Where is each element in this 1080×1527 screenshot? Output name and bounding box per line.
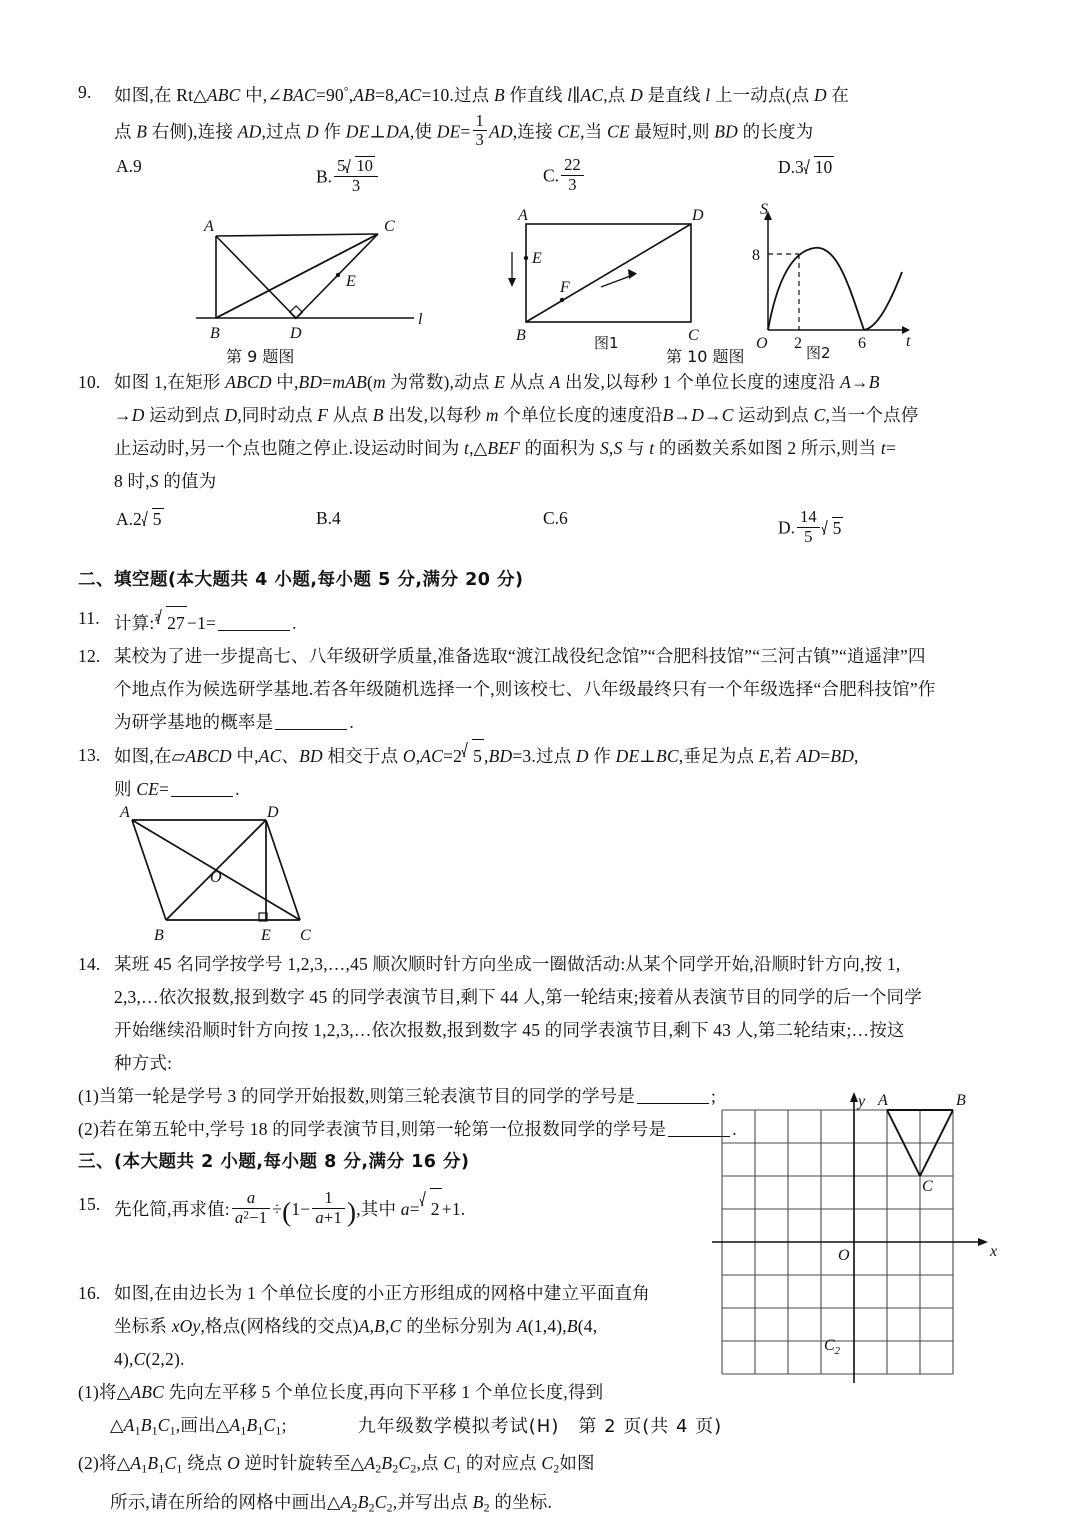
question-15-text: 先化简,再求值: $\frac{a}{a^2-1}$ ÷(1− $\frac{1}{a+1}$ ),其中 a= 2 +1. [114, 1188, 754, 1229]
question-12-text-2: 个地点作为候选研学基地.若各年级随机选择一个,则该校七、八年级最终只有一个年级选择“合肥科技馆”作 [114, 679, 936, 700]
question-14-sub-2-text: (2)若在第五轮中,学号 18 的同学表演节目,则第一轮第一位报数同学的学号是 . [78, 1119, 737, 1140]
question-16-sub-1-line-1: (1)将△ABC 先向左平移 5 个单位长度,再向下平移 1 个单位长度,得到 [78, 1382, 604, 1403]
figure-13-label-E: E [261, 927, 271, 945]
question-16-number: 16. [78, 1283, 101, 1304]
question-15-number: 15. [78, 1194, 101, 1215]
question-14 [78, 948, 1006, 1080]
question-10-text-1: 如图 1,在矩形 ABCD 中,BD=mAB(m 为常数),动点 E 从点 A 出发,以每秒 1 个单位长度的速度沿 A→B [114, 371, 880, 392]
figure-10-caption: 第 10 题图 [666, 346, 745, 366]
fig1-label-C: C [688, 326, 699, 344]
figure-13-label-D: D [267, 804, 279, 822]
figure-9-label-l: l [418, 310, 423, 328]
question-13 [78, 739, 1006, 806]
question-14-sub-1-text: (1)当第一轮是学号 3 的同学开始报数,则第三轮表演节目的同学的学号是 ; [78, 1086, 717, 1107]
question-10-text-4: 8 时,S 的值为 [114, 470, 217, 491]
figure-13-label-C: C [300, 927, 311, 945]
fig2-tick-8: 8 [752, 246, 760, 264]
grid-label-C: C [922, 1178, 933, 1195]
paren-open: ( [282, 1197, 292, 1228]
grid-label-A: A [878, 1092, 888, 1109]
figure-13-label-A: A [120, 804, 130, 822]
fig2-label-O: O [756, 334, 768, 352]
question-16-sub-1-line-2: $\triangle A_1B_1C_1$,画出$\triangle A_1B_1C_1$; [110, 1415, 287, 1438]
grid-label-y: y [858, 1093, 866, 1110]
fig1-label-F: F [560, 278, 570, 296]
question-14-text-3: 开始继续沿顺时针方向按 1,2,3,…依次报数,报到数字 45 的同学表演节目,剩下 43 人,第二轮结束;…按这 [114, 1020, 905, 1041]
figure-9-label-E: E [346, 272, 356, 290]
question-10-number: 10. [78, 371, 101, 392]
fig1-label-B: B [516, 326, 526, 344]
question-16-text-2: 坐标系 xOy,格点(网格线的交点)A,B,C 的坐标分别为 A(1,4),B(4, [114, 1316, 598, 1337]
question-12-text-1: 某校为了进一步提高七、八年级研学质量,准备选取“渡江战役纪念馆”“合肥科技馆”“三河古镇”“逍遥津”四 [114, 646, 926, 667]
fraction-a-over-a2-minus-1: $\frac{a}{a^2-1}$ [232, 1189, 270, 1227]
answer-blank-13[interactable] [171, 780, 233, 797]
question-9-number: 9. [78, 82, 92, 102]
section-3-header: 三、(本大题共 2 小题,每小题 8 分,满分 16 分) [78, 1152, 470, 1173]
figure-9-label-D: D [290, 324, 302, 342]
question-16-text-3: 4),C(2,2). [114, 1349, 185, 1370]
grid-label-O: O [838, 1247, 850, 1264]
fig1-label-D: D [692, 206, 704, 224]
question-16-sub-2-line-2: 所示,请在所给的网格中画出$\triangle A_2B_2C_2$,并写出点 $B_2$ 的坐标. [110, 1491, 553, 1515]
grid-label-B: B [956, 1092, 966, 1109]
figure-question-9 [186, 206, 436, 356]
choice-9-d[interactable]: D.3 10 [778, 156, 833, 177]
question-16-text-1: 如图,在由边长为 1 个单位长度的小正方形组成的网格中建立平面直角 [114, 1283, 650, 1304]
fig1-label-A: A [518, 206, 528, 224]
question-11-number: 11. [78, 607, 100, 628]
question-9-choices [78, 156, 1006, 202]
question-11-text: 计算:$^3$ 27 −1= . [114, 602, 1006, 640]
question-11 [78, 602, 1006, 640]
figure-question-13 [104, 804, 354, 944]
figure-9-label-C: C [384, 217, 395, 235]
figure-9-label-A: A [204, 217, 214, 235]
fig2-label-t: t [906, 332, 911, 350]
figure-9-caption: 第 9 题图 [226, 346, 295, 366]
figure-13-label-O: O [210, 869, 222, 887]
question-13-number: 13. [78, 745, 101, 766]
answer-blank-14-1[interactable] [637, 1087, 709, 1104]
question-14-number: 14. [78, 954, 101, 975]
figure-13-label-B: B [154, 927, 164, 945]
question-10-text-3: 止运动时,另一个点也随之停止.设运动时间为 t,△BEF 的面积为 S,S 与 t 的函数关系如图 2 所示,则当 t= [114, 437, 897, 458]
question-10-choices [78, 508, 1006, 558]
figure-question-16-grid [712, 1088, 1012, 1383]
question-14-text-2: 2,3,…依次报数,报到数字 45 的同学表演节目,剩下 44 人,第一轮结束;接着从表演节目的同学的后一个同学 [114, 987, 922, 1008]
paren-close: ) [346, 1197, 357, 1228]
page-footer: 九年级数学模拟考试(H) 第 2 页(共 4 页) [357, 1416, 723, 1437]
answer-blank-11[interactable] [218, 614, 290, 631]
answer-blank-12[interactable] [275, 713, 347, 730]
grid-axes [712, 1092, 988, 1383]
question-12-text-3: 为研学基地的概率是 . [114, 712, 354, 733]
choice-10-a[interactable]: A.2 5 [116, 508, 162, 529]
question-9 [78, 76, 1006, 150]
fig2-tick-2: 2 [794, 334, 802, 352]
question-9-text: 如图,在 Rt△ABC 中,∠BAC=90°,AB=8,AC=10.过点 B 作直线 l∥AC,点 D 是直线 l 上一动点(点 D 在 [114, 84, 850, 105]
choice-10-c[interactable]: C.6 [543, 507, 568, 528]
grid-label-C2: $C_2$ [824, 1337, 841, 1357]
figure-10-fig1 [498, 202, 718, 352]
choice-9-c[interactable]: C. $\frac{22}{3}$ [543, 156, 586, 194]
fig2-tick-6: 6 [858, 334, 866, 352]
fraction-1-over-a-plus-1: $\frac{1}{a+1}$ [312, 1189, 345, 1227]
fig2-label-S: S [760, 201, 768, 218]
question-10 [78, 366, 1006, 498]
question-13-text-1: 如图,在▱ABCD 中,AC、BD 相交于点 O,AC=2 5 ,BD=3.过点 D 作 DE⊥BC,垂足为点 E,若 AD=BD, [114, 739, 1006, 773]
section-2-header: 二、填空题(本大题共 4 小题,每小题 5 分,满分 20 分) [78, 569, 524, 590]
question-16-sub-2 [78, 1447, 1006, 1524]
choice-9-a[interactable]: A.9 [116, 155, 142, 176]
question-14-text-1: 某班 45 名同学按学号 1,2,3,…,45 顺次顺时针方向坐成一圈做活动:从某个同学开始,沿顺时针方向,按 1, [114, 954, 901, 975]
chart-curve-segment-2 [864, 272, 902, 330]
choice-10-d[interactable]: D. $\frac{14}{5}$ 5 [778, 506, 842, 546]
question-10-text-2: →D 运动到点 D,同时动点 F 从点 B 出发,以每秒 m 个单位长度的速度沿B→D→C 运动到点 C,当一个点停 [114, 404, 919, 425]
fig1-caption: 图1 [594, 333, 619, 352]
choice-10-b[interactable]: B.4 [316, 507, 341, 528]
fig1-label-E: E [532, 249, 542, 267]
figures-row [78, 202, 1006, 370]
question-12 [78, 640, 1006, 739]
figure-13-row [78, 806, 1006, 948]
choice-9-b[interactable]: B. $\frac{5 10}{3}$ [316, 156, 380, 195]
question-13-text-2: 则 CE= . [114, 779, 240, 800]
fig2-caption: 图2 [806, 343, 831, 362]
cube-root-index: 3 [154, 611, 161, 624]
question-12-number: 12. [78, 646, 101, 667]
chart-curve-segment-1 [768, 248, 864, 330]
question-16-sub-2-line-1: (2)将$\triangle A_1B_1C_1$ 绕点 O 逆时针旋转至$\triangle A_2B_2C_2$,点 $C_1$ 的对应点 $C_2$如图 [78, 1453, 595, 1476]
figure-10-fig2-chart [746, 202, 926, 352]
question-9-text-2: 点 B 右侧),连接 AD,过点 D 作 DE⊥DA,使 DE= $\frac{1}{3}$ AD,连接 CE,当 CE 最短时,则 BD 的长度为 [114, 110, 814, 150]
grid-label-x: x [990, 1243, 998, 1260]
question-14-text-4: 种方式: [114, 1053, 173, 1074]
figure-9-label-B: B [210, 324, 220, 342]
